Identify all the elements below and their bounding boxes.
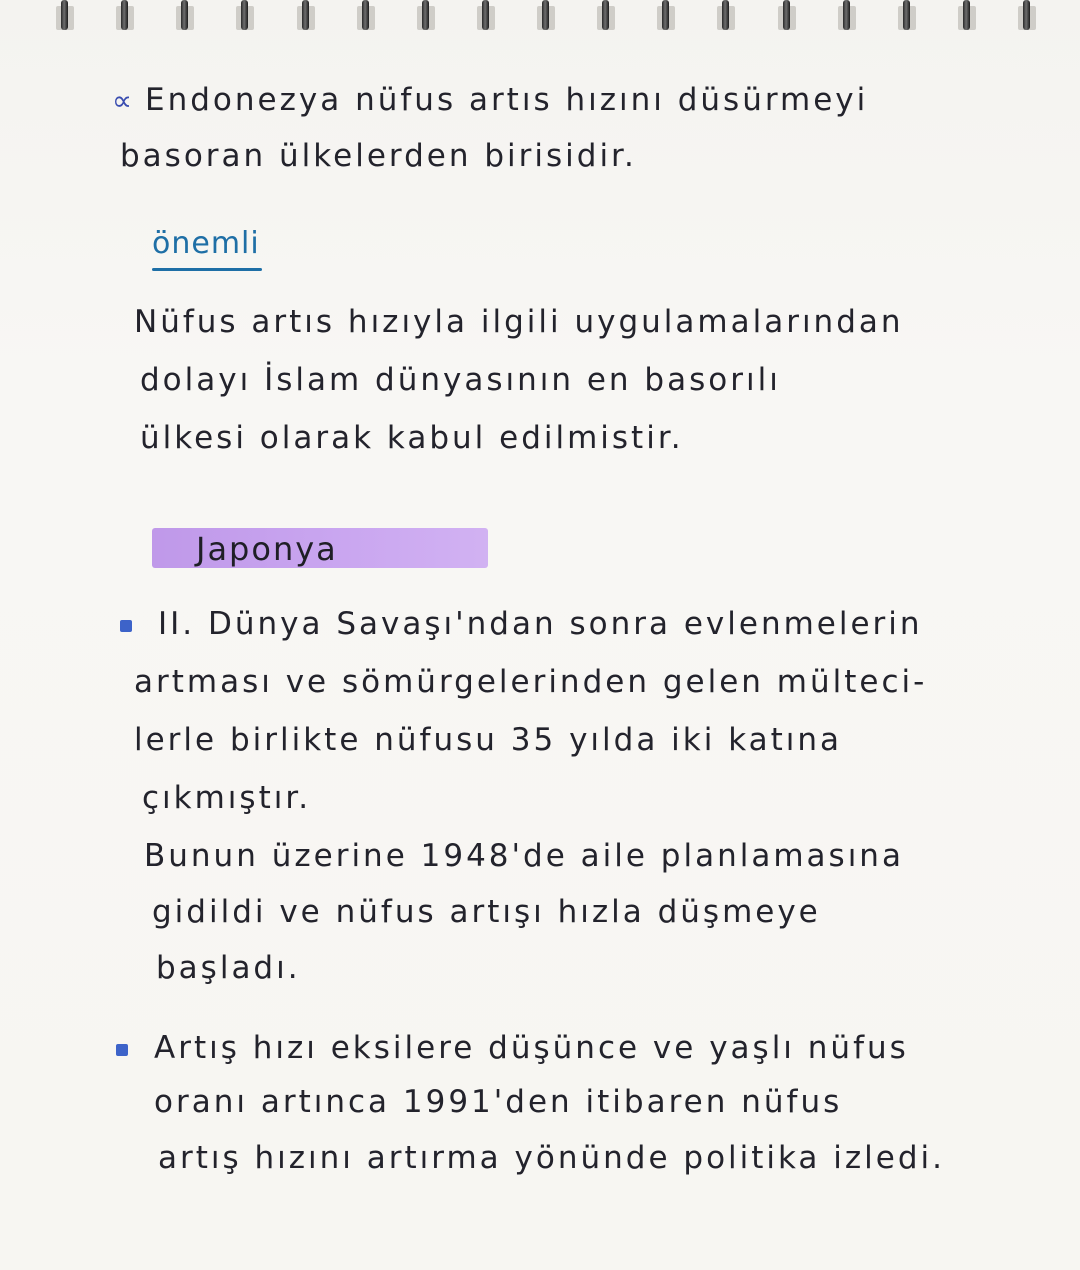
japan-point2-line-2: oranı artınca 1991'den itibaren nüfus [154,1084,843,1120]
square-bullet-icon [120,620,132,632]
intro-line-2: basoran ülkelerden birisidir. [120,138,637,174]
japan-point1-line-7: başladı. [156,950,301,986]
spiral-ring-icon [112,0,138,34]
spiral-ring-icon [1014,0,1040,34]
spiral-ring-icon [172,0,198,34]
spiral-ring-icon [353,0,379,34]
japan-point1-line-2: artması ve sömürgelerinden gelen mülteci- [134,664,928,700]
important-underline [152,268,262,271]
spiral-ring-icon [954,0,980,34]
japan-point1-line-3: lerle birlikte nüfusu 35 yılda iki katına [134,722,843,758]
spiral-binding [0,0,1080,40]
spiral-ring-icon [52,0,78,34]
intro-line-1: ∝ Endonezya nüfus artıs hızını düsürmeyi [112,82,869,118]
spiral-ring-icon [653,0,679,34]
japan-point2-line-1: Artış hızı eksilere düşünce ve yaşlı nüfus [116,1030,909,1066]
spiral-ring-icon [533,0,559,34]
important-line-1: Nüfus artıs hızıyla ilgili uygulamalarından [134,304,904,340]
spiral-ring-icon [894,0,920,34]
japan-point1-line-4: çıkmıştır. [142,780,312,816]
spiral-ring-icon [413,0,439,34]
square-bullet-icon [116,1044,128,1056]
important-line-3: ülkesi olarak kabul edilmistir. [140,420,684,456]
spiral-ring-icon [293,0,319,34]
spiral-ring-icon [834,0,860,34]
spiral-ring-icon [774,0,800,34]
spiral-ring-icon [232,0,258,34]
japan-heading: Japonya [196,530,338,568]
japan-point1-line-5: Bunun üzerine 1948'de aile planlamasına [144,838,904,874]
japan-point1-line-6: gidildi ve nüfus artışı hızla düşmeye [152,894,821,930]
important-heading: önemli [152,226,260,261]
proportional-bullet-icon: ∝ [112,84,136,117]
japan-point2-line-3: artış hızını artırma yönünde politika izledi. [158,1140,945,1176]
spiral-ring-icon [473,0,499,34]
important-line-2: dolayı İslam dünyasının en basorılı [140,362,781,398]
japan-point1-line-1: II. Dünya Savaşı'ndan sonra evlenmelerin [120,606,923,642]
spiral-ring-icon [713,0,739,34]
spiral-ring-icon [593,0,619,34]
